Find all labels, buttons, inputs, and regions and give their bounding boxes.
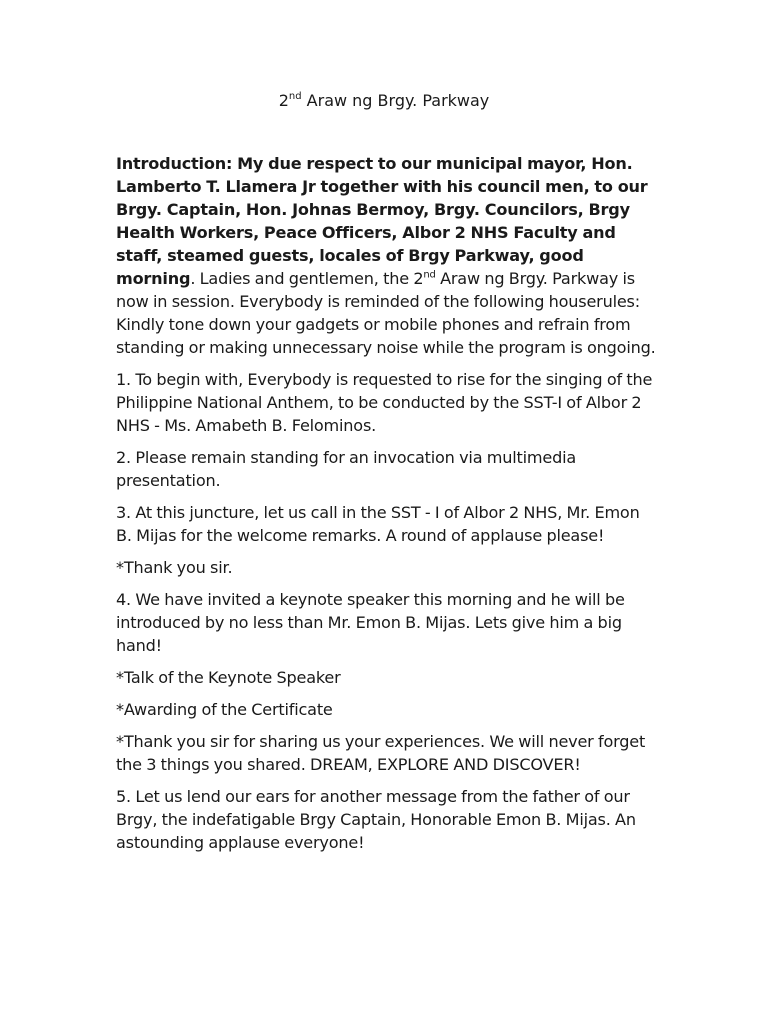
program-item-5: 5. Let us lend our ears for another message from the father of our Brgy, the indefatigable Brgy Captain, Honorable Emon B. Mijas. An astounding applause everyone!	[116, 787, 636, 852]
title-text: Araw ng Brgy. Parkway	[301, 91, 490, 110]
program-item-1: 1. To begin with, Everybody is requested to rise for the singing of the Philippine National Anthem, to be conducted by the SST-I of Albor 2 NHS - Ms. Amabeth B. Felominos.	[116, 370, 653, 435]
document-title	[0, 89, 768, 113]
introduction-greeting: Introduction: My due respect to our municipal mayor, Hon. Lamberto T. Llamera Jr together with his council men, to our Brgy. Captain, Hon. Johnas Bermoy, Brgy. Councilors, Brgy Health Workers, Peace Officers, Albor 2 NHS Faculty and staff, steamed guests, locales of Brgy Parkway, good morning	[116, 154, 648, 288]
introduction-greeting-period: .	[190, 269, 196, 288]
introduction-houserules-text: Araw ng Brgy. Parkway is now in session. Everybody is reminded of the following houserules: Kindly tone down your gadgets or mobile phones and refrain from standing or making unnecessary noise while the program is ongoing.	[116, 269, 656, 357]
introduction-ordinal-suffix: nd	[423, 269, 436, 281]
program-item-3: 3. At this juncture, let us call in the SST - I of Albor 2 NHS, Mr. Emon B. Mijas for the welcome remarks. A round of applause please!	[116, 503, 640, 545]
program-note-keynote-talk: *Talk of the Keynote Speaker	[116, 668, 341, 687]
program-note-awarding: *Awarding of the Certificate	[116, 700, 333, 719]
introduction-session-text: Ladies and gentlemen, the 2	[195, 269, 424, 288]
introduction-paragraph	[116, 152, 656, 359]
program-note-thanks-keynote: *Thank you sir for sharing us your experiences. We will never forget the 3 things you shared. DREAM, EXPLORE AND DISCOVER!	[116, 732, 646, 774]
document-body	[116, 152, 656, 854]
program-item-4: 4. We have invited a keynote speaker this morning and he will be introduced by no less than Mr. Emon B. Mijas. Lets give him a big hand!	[116, 590, 625, 655]
program-item-2: 2. Please remain standing for an invocation via multimedia presentation.	[116, 448, 577, 490]
title-ordinal-suffix: nd	[288, 90, 302, 102]
title-number: 2	[278, 91, 289, 110]
program-note-thank-you: *Thank you sir.	[116, 558, 233, 577]
